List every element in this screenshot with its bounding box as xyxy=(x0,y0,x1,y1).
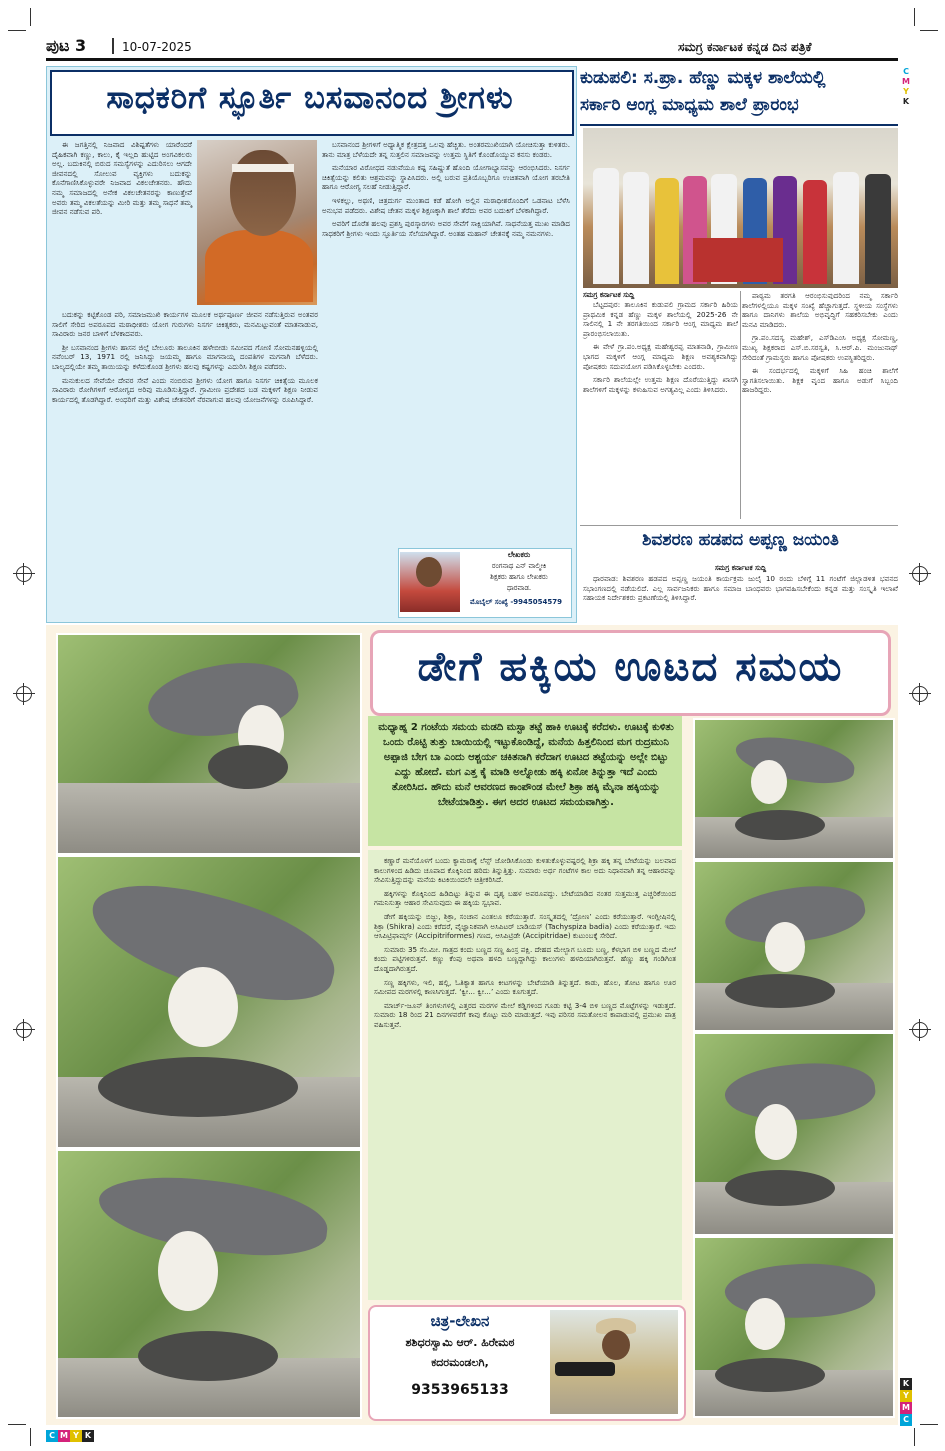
cmyk-y: Y xyxy=(70,1430,82,1442)
cmyk-m: M xyxy=(902,77,910,86)
school-article-title-line1: ಕುಡುಪಲಿ: ಸ.ಪ್ರಾ. ಹೆಣ್ಣು ಮಕ್ಕಳ ಶಾಲೆಯಲ್ಲಿ xyxy=(580,68,826,88)
dateline: ಸಮಗ್ರ ಕರ್ನಾಟಕ ಸುದ್ದಿ xyxy=(714,564,767,572)
page-date: 10-07-2025 xyxy=(122,40,192,54)
newspaper-name: ಸಮಗ್ರ ಕರ್ನಾಟಕ ಕನ್ನಡ ದಿನ ಪತ್ರಿಕೆ xyxy=(678,40,812,54)
paragraph: ಮನೆಯಾರ ವಿರೋಧದ ನಡುವೆಯೂ ಕಷ್ಟ ಸಹಿಷ್ಣುತೆ ಹೊಂದಿ ಯೋಗಾಭ್ಯಾಸವನ್ನು ಆರಂಭಿಸಿದರು. ನಿಸರ್ಗ ಚಿಕಿತ್ಸೆಯನ್ನು ಕಲಿತು ಆಶ್ರಮವನ್ನು ಸ್ಥಾಪಿಸಿದರು. ಅಲ್ಲಿ ಬರುವ ಪ್ರತಿಯೊಬ್ಬರಿಗೂ ಉಚಿತವಾಗಿ ಯೋಗ ತರಬೇತಿ ಹಾಗೂ ಆರೋಗ್ಯ ಸಲಹೆ ನೀಡುತ್ತಿದ್ದಾರೆ. xyxy=(322,163,570,192)
column-divider xyxy=(740,291,741,519)
title-rule xyxy=(580,124,898,126)
dateline: ಸಮಗ್ರ ಕರ್ನಾಟಕ ಸುದ್ದಿ xyxy=(583,291,635,299)
author-mobile: ಮೊಬೈಲ್ ಸಂಖ್ಯೆ -9945054579 xyxy=(470,598,562,606)
header-rule xyxy=(46,58,898,61)
paragraph: ಶ್ರೀ ಬಸವಾನಂದ ಶ್ರೀಗಳು ಹಾಸನ ಜಿಲ್ಲೆ ಬೇಲೂರು ತಾಲೂಕಿನ ಹಳೇಬೀಡು ಸಮೀಪದ ಗೋಣಿ ಸೋಮನಹಳ್ಳಿಯಲ್ಲಿ ನವೆಂಬರ್ 13, 1971 ರಲ್ಲಿ ಜನಿಸಿದ್ದು ಜಯಮ್ಮ ಹಾಗೂ ಮಾಗನಾಯ್ಕ ದಂಪತಿಗಳ ಮಗನಾಗಿ ಬೆಳೆದರು. ಬಾಲ್ಯದಲ್ಲಿಯೇ ತಮ್ಮ ತಾಯಿಯನ್ನು ಕಳೆದುಕೊಂಡ ಶ್ರೀಗಳು ಹಲವು ಕಷ್ಟಗಳನ್ನು ಎದುರಿಸಿ ಶಿಕ್ಷಣ ಪಡೆದರು. xyxy=(52,342,318,371)
registration-mark xyxy=(912,1022,928,1038)
shikra-photo xyxy=(693,1236,895,1418)
author-role: ಲೇಖಕರು xyxy=(507,550,531,559)
cmyk-c: C xyxy=(46,1430,58,1442)
article-title: ಸಾಧಕರಿಗೆ ಸ್ಫೂರ್ತಿ ಬಸವಾನಂದ ಶ್ರೀಗಳು xyxy=(106,80,514,116)
shikra-photo xyxy=(693,718,895,860)
feature-lead: ಮಧ್ಯಾಹ್ನ 2 ಗಂಟೆಯ ಸಮಯ ಮಡದಿ ಮಸ್ಟಾ ತಟ್ಟೆ ಹಾಕಿ ಊಟಕ್ಕೆ ಕರೆದಳು. ಊಟಕ್ಕೆ ಕುಳಿತು ಒಂದು ರೊಟ್ಟಿ ತುತ್ತು ಬಾಯಿಯಲ್ಲಿ ಇಟ್ಟುಕೊಂಡಿದ್ದೆ, ಮನೆಯ ಹಿತ್ತಲಿನಿಂದ ಮಗ ರುದ್ರಮುನಿ ಅಪ್ಪಾಜಿ ಬೇಗ ಬಾ ಎಂದು ಆಶ್ಚರ್ಯ ಚಕಿತನಾಗಿ ಕರೆದಾಗ ಊಟದ ತಟ್ಟೆಯನ್ನು ಅಲ್ಲೇ ಬಿಟ್ಟು ಎದ್ದು ಹೋದೆ. ಮಗ ಎತ್ತ ಕೈ ಮಾಡಿ ಅಲ್ನೋಡು ಹಕ್ಕಿ ಏನೋ ತಿನ್ನುತ್ತಾ ಇದೆ ಎಂದು ತೋರಿಸಿದ. ಹೌದು ಮನೆ ಆವರಣದ ಕಾಂಪೌಂಡ ಮೇಲೆ ಶಿಕ್ರಾ ಹಕ್ಕಿ ಮೈನಾ ಹಕ್ಕಿಯನ್ನು ಬೇಟೆಯಾಡಿತ್ತು. ಈಗ ಅದರ ಊಟದ ಸಮಯವಾಗಿತ್ತು. xyxy=(378,722,674,808)
person-figure xyxy=(593,168,619,284)
paragraph: ಡೇಗೆ ಹಕ್ಕಿಯನ್ನು ಬಿಜ್ಜು, ಶಿಕ್ರಾ, ಸಂಚಾನ ಎಂತಲೂ ಕರೆಯುತ್ತಾರೆ. ಸಂಸ್ಕೃತದಲ್ಲಿ ‘ದ್ರೋಣ’ ಎಂದು ಕರೆಯುತ್ತಾರೆ. ಇಂಗ್ಲೀಷಿನಲ್ಲಿ ಶಿಕ್ರಾ (Shikra) ಎಂದು ಕರೆದರೆ, ವೈಜ್ಞಾನಿಕವಾಗಿ ಅಸಿಪಿಟರ್ ಬಾಡಿಯಸ್ (Tachyspiza badia) ಎಂದು ಕರೆಯುತ್ತಾರೆ. ಇದು ಆಸಿಪಿಟ್ರಿಫಾರ್ಮ್ಸ್ (Accipitriformes) ಗಣದ, ಆಸಿಪಿಟ್ರಿಡೇ (Accipitridae) ಕುಟುಂಬಕ್ಕೆ ಸೇರಿದೆ. xyxy=(374,911,676,941)
paragraph: ಸಣ್ಣ ಹಕ್ಕಿಗಳು, ಇಲಿ, ಹಲ್ಲಿ, ಓತಿಕ್ಯಾತ ಹಾಗೂ ಕೀಟಗಳನ್ನು ಬೇಟೆಯಾಡಿ ತಿನ್ನುತ್ತದೆ. ಕಾಡು, ಹೊಲ, ತೋಟ ಹಾಗೂ ಊರ ಸಮೀಪದ ಮರಗಳಲ್ಲಿ ಕಾಣಸಿಗುತ್ತದೆ. ‘ಕ್ವೀ... ಕ್ವೀ...’ ಎಂದು ಕೂಗುತ್ತದೆ. xyxy=(374,977,676,997)
registration-mark xyxy=(912,686,928,702)
cmyk-c: C xyxy=(903,67,909,76)
paragraph: ಅವರಿಗೆ ದೊರೆತ ಹಲವು ಪ್ರಶಸ್ತಿ ಪುರಸ್ಕಾರಗಳು ಅವರ ಸೇವೆಗೆ ಸಾಕ್ಷಿಯಾಗಿವೆ. ಸಾಧನೆಯತ್ತ ಮುಖ ಮಾಡಿದ ಸಾಧಕರಿಗೆ ಶ್ರೀಗಳು ಇಂದು ಸ್ಫೂರ್ತಿಯ ಸೆಲೆಯಾಗಿದ್ದಾರೆ. ಅಂತಹ ಮಹಾನ್ ಚೇತನಕ್ಕೆ ನಮ್ಮ ನಮನಗಳು. xyxy=(322,219,570,238)
header-separator xyxy=(112,38,114,54)
feature-title: ಡೇಗೆ ಹಕ್ಕಿಯ ಊಟದ ಸಮಯ xyxy=(417,644,844,690)
cmyk-y: Y xyxy=(903,87,909,96)
page-number: ಪುಟ 3 xyxy=(46,36,87,55)
crop-mark xyxy=(920,30,938,31)
paragraph: ಧಾರವಾಡ: ಶಿವಶರಣ ಹಡಪದ ಅಪ್ಪಣ್ಣ ಜಯಂತಿ ಕಾರ್ಯಕ್ರಮ ಜುಲೈ 10 ರಂದು ಬೆಳಿಗ್ಗೆ 11 ಗಂಟೆಗೆ ಜಿಲ್ಲಾಡಳಿತ ಭವನದ ಸಭಾಂಗಣದಲ್ಲಿ ನಡೆಯಲಿದೆ. ಎಲ್ಲ ಸಾರ್ವಜನಿಕರು ಹಾಗೂ ಸಮಾಜ ಬಾಂಧವರು ಭಾಗವಹಿಸಬೇಕೆಂದು ಕನ್ನಡ ಮತ್ತು ಸಂಸ್ಕೃತಿ ಇಲಾಖೆ ಸಹಾಯಕ ನಿರ್ದೇಶಕರು ಪ್ರಕಟಣೆಯಲ್ಲಿ ತಿಳಿಸಿದ್ದಾರೆ. xyxy=(583,574,898,603)
crop-mark xyxy=(914,8,915,26)
paragraph: ಈ ಸಂದರ್ಭದಲ್ಲಿ ಮಕ್ಕಳಿಗೆ ಸಿಹಿ ಹಂಚಿ ಶಾಲೆಗೆ ಸ್ವಾಗತಿಸಲಾಯಿತು. ಶಿಕ್ಷಕ ವೃಂದ ಹಾಗೂ ಅಡುಗೆ ಸಿಬ್ಬಂದಿ ಹಾಜರಿದ್ದರು. xyxy=(742,366,898,395)
school-article-column-2 xyxy=(742,291,898,519)
swami-robe xyxy=(205,230,313,302)
person-figure xyxy=(833,172,859,284)
paragraph: ಮಾರ್ಚ್-ಜೂನ್ ತಿಂಗಳುಗಳಲ್ಲಿ ಎತ್ತರದ ಮರಗಳ ಮೇಲೆ ಕಡ್ಡಿಗಳಿಂದ ಗೂಡು ಕಟ್ಟಿ 3-4 ಬಿಳಿ ಬಣ್ಣದ ಮೊಟ್ಟೆಗಳನ್ನು ಇಡುತ್ತದೆ. ಸುಮಾರು 18 ರಿಂದ 21 ದಿನಗಳವರೆಗೆ ಕಾವು ಕೊಟ್ಟು ಮರಿ ಮಾಡುತ್ತದೆ. ಇವು ಪರಿಸರ ಸಮತೋಲನ ಕಾಪಾಡುವಲ್ಲಿ ಪ್ರಮುಖ ಪಾತ್ರ ವಹಿಸುತ್ತವೆ. xyxy=(374,1000,676,1029)
photographer-phone: 9353965133 xyxy=(411,1382,509,1398)
shikra-photo xyxy=(693,1032,895,1236)
person-figure xyxy=(803,180,827,284)
paragraph: ಪಾಠ್ಯಮ ತರಗತಿ ಆರಂಭಿಸುವುದರಿಂದ ನಮ್ಮ ಸರ್ಕಾರಿ ಶಾಲೆಗಳಲ್ಲಿಯೂ ಮಕ್ಕಳ ಸಂಖ್ಯೆ ಹೆಚ್ಚಾಗುತ್ತದೆ. ಸ್ಥಳೀಯ ಸಂಸ್ಥೆಗಳು ಹಾಗೂ ದಾನಿಗಳು ಶಾಲೆಯ ಅಭಿವೃದ್ಧಿಗೆ ಸಹಕರಿಸಬೇಕು ಎಂದು ಮನವಿ ಮಾಡಿದರು. xyxy=(742,291,898,329)
paragraph: ಬಸವಾನಂದ ಶ್ರೀಗಳಿಗೆ ಅಧ್ಯಾತ್ಮಿಕ ಕ್ಷೇತ್ರದತ್ತ ಒಲವು ಹೆಚ್ಚಿತು. ಅಂತರಮುಖಿಯಾಗಿ ಯೋಚಿಸುತ್ತಾ ಕುಳಿತರು. ತಾನು ಮಾತ್ರ ಬೆಳೆಯದೇ ತನ್ನ ಸುತ್ತಲಿನ ಸಮಾಜವನ್ನು ಉತ್ತಮ ಸ್ಥಿತಿಗೆ ಕೊಂಡೊಯ್ಯುವ ಕನಸು ಕಂಡರು. xyxy=(322,140,570,159)
photographer-place: ಕದರಮಂಡಲಗಿ, xyxy=(431,1356,489,1369)
cmyk-k: K xyxy=(82,1430,94,1442)
shikra-photo xyxy=(56,633,362,855)
school-event-photo xyxy=(583,128,898,288)
cmyk-c: C xyxy=(900,1414,912,1426)
shikra-photo xyxy=(693,860,895,1032)
photographer-face xyxy=(602,1330,630,1360)
author-name: ರಂಗನಾಥ ಎನ್ ವಾಲ್ಮೀಕಿ xyxy=(491,562,547,570)
article-column-2 xyxy=(322,140,570,540)
article-column-1 xyxy=(52,310,318,615)
paragraph: ಈ ಜಗತ್ತಿನಲ್ಲಿ ನಿಜವಾದ ವಿಶಿಷ್ಟತೆಗಳು ಯಾರೆಂದರೆ ದೈಹಿಕವಾಗಿ ಕಣ್ಣು, ಕಾಲು, ಕೈ ಇಲ್ಲದಿ ಹುಟ್ಟಿದ ಅಂಗವಿಕಲರು ಅಲ್ಲ. ಬದುಕಿನಲ್ಲಿ ಬಿರುದ ಸಮಸ್ಯೆಗಳನ್ನು ಎದುರಿಸಲು ಆಗದೇ ಜೀವನದಲ್ಲಿ ಸೋಲುವ ವ್ಯಕ್ತಿಗಳು ಬದುಕನ್ನು ಕೊನೆಗಾಣಿಸಿಕೊಳ್ಳುವರೇ ನಿಜವಾದ ವಿಕಲಚೇತನರು. ಹೌದು ನಮ್ಮ ಸಮಾಜದಲ್ಲಿ ಅನೇಕ ವಿಕಲಚೇತನರನ್ನು ಕಾಣುತ್ತೇವೆ ಅವರು ತಮ್ಮ ವಿಕಲತೆಯನ್ನು ಮೀರಿ ಮತ್ತು ತಮ್ಮ ಸಾಧನೆ ತಮ್ಮ ಜೀವನ ನಡೆಸುವ ಪರಿ. xyxy=(52,140,192,217)
paragraph: ಕಣ್ಣಾರೆ ಮನೆಯೊಳಗೆ ಬಂದು ಕ್ಯಾಮರಾಕ್ಕೆ ಲೆನ್ಸ್ ಜೋಡಿಸಿಕೊಂಡು ಕುಳಿತುಕೊಳ್ಳುವಷ್ಟರಲ್ಲಿ ಶಿಕ್ರಾ ಹಕ್ಕಿ ತನ್ನ ಬೇಟೆಯನ್ನು ಬಲವಾದ ಕಾಲುಗಳಿಂದ ಹಿಡಿದು ಚೂಪಾದ ಕೊಕ್ಕಿನಿಂದ ಹರಿದು ತಿನ್ನುತ್ತಿತ್ತು. ಸುಮಾರು ಅರ್ಧ ಗಂಟೆಗಳ ಕಾಲ ಅದು ನಿಧಾನವಾಗಿ ತನ್ನ ಆಹಾರವನ್ನು ಸೇವಿಸುತ್ತಿದ್ದುದನ್ನು ಮನೆಯ ಕಿಟಕಿಯಿಂದಲೇ ಚಿತ್ರೀಕರಿಸಿದೆ. xyxy=(374,856,676,885)
registration-mark xyxy=(912,566,928,582)
swami-face xyxy=(230,150,296,236)
cmyk-m: M xyxy=(58,1430,70,1442)
crop-mark xyxy=(920,1424,938,1425)
paragraph: ಬೆಟ್ಟದಪುರ: ತಾಲೂಕಿನ ಕುಡುಪಲಿ ಗ್ರಾಮದ ಸರ್ಕಾರಿ ಹಿರಿಯ ಪ್ರಾಥಮಿಕ ಕನ್ನಡ ಹೆಣ್ಣು ಮಕ್ಕಳ ಶಾಲೆಯಲ್ಲಿ 2025-26 ನೇ ಸಾಲಿನಲ್ಲಿ 1 ನೇ ತರಗತಿಯಿಂದ ಸರ್ಕಾರಿ ಆಂಗ್ಲ ಮಾಧ್ಯಮ ಶಾಲೆ ಪ್ರಾರಂಭಿಸಲಾಯಿತು. xyxy=(583,300,738,338)
crop-mark xyxy=(30,8,31,26)
author-city: ಧಾರವಾಡ. xyxy=(506,584,532,592)
vibhuti-mark xyxy=(232,164,294,172)
registration-mark xyxy=(16,566,32,582)
article-intro xyxy=(52,140,192,308)
feature-body xyxy=(374,856,676,1300)
author-designation: ಶಿಕ್ಷಕರು ಹಾಗೂ ಲೇಖಕರು xyxy=(490,573,548,581)
paragraph: ಈ ವೇಳೆ ಗ್ರಾ.ಪಂ.ಅಧ್ಯಕ್ಷ ಮಹೇಶ್ವರಪ್ಪ ಮಾತನಾಡಿ, ಗ್ರಾಮೀಣ ಭಾಗದ ಮಕ್ಕಳಿಗೆ ಆಂಗ್ಲ ಮಾಧ್ಯಮ ಶಿಕ್ಷಣ ಅವಶ್ಯಕವಾಗಿದ್ದು ಪೋಷಕರು ಸದುಪಯೋಗ ಪಡಿಸಿಕೊಳ್ಳಬೇಕು ಎಂದರು. xyxy=(583,342,738,371)
person-figure xyxy=(623,172,649,284)
school-article-title-line2: ಸರ್ಕಾರಿ ಆಂಗ್ಲ ಮಾಧ್ಯಮ ಶಾಲೆ ಪ್ರಾರಂಭ xyxy=(580,95,799,115)
cmyk-k: K xyxy=(900,1378,912,1390)
registration-mark xyxy=(16,686,32,702)
author-head xyxy=(416,557,442,587)
photographer-name: ಶಶಿಧರಸ್ವಾಮಿ ಆರ್. ಹಿರೇಮಠ xyxy=(405,1336,515,1349)
camera-icon xyxy=(555,1362,615,1376)
jayanti-body xyxy=(583,574,898,624)
paragraph: ಹಕ್ಕಿಗಳನ್ನು ಕೊಕ್ಕಿನಿಂದ ಹಿಡಿದಿಟ್ಟು ತಿನ್ನುವ ಈ ದೃಶ್ಯ ಬಹಳ ಅಪರೂಪದ್ದು. ಬೇಟೆಯಾಡಿದ ನಂತರ ಸುತ್ತಮುತ್ತ ಎಚ್ಚರಿಕೆಯಿಂದ ಗಮನಿಸುತ್ತಾ ಆಹಾರ ಸೇವಿಸುವುದು ಈ ಹಕ್ಕಿಯ ಸ್ವಭಾವ. xyxy=(374,888,676,908)
crop-mark xyxy=(30,1428,31,1446)
school-article-column-1 xyxy=(583,300,738,518)
paragraph: ಮನುಕುಲದ ಸೇವೆಯೇ ದೇವರ ಸೇವೆ ಎಂದು ನಂಬಿರುವ ಶ್ರೀಗಳು ಯೋಗ ಹಾಗೂ ನಿಸರ್ಗ ಚಿಕಿತ್ಸೆಯ ಮೂಲಕ ಸಾವಿರಾರು ರೋಗಿಗಳಿಗೆ ಆರೋಗ್ಯದ ಅರಿವು ಮೂಡಿಸುತ್ತಿದ್ದಾರೆ. ಗ್ರಾಮೀಣ ಪ್ರದೇಶದ ಬಡ ಮಕ್ಕಳಿಗೆ ಶಿಕ್ಷಣ ನೀಡುವ ಕಾರ್ಯದಲ್ಲಿ ತೊಡಗಿದ್ದಾರೆ. ಅಂಧರಿಗೆ ಮತ್ತು ವಿಶೇಷ ಚೇತನರಿಗೆ ನೆರವಾಗುವ ಹಲವು ಯೋಜನೆಗಳನ್ನು ರೂಪಿಸಿದ್ದಾರೆ. xyxy=(52,375,318,404)
shikra-photo xyxy=(56,855,362,1149)
paragraph: ಸುಮಾರು 35 ಸೆಂ.ಮೀ. ಗಾತ್ರದ ಕಂದು ಬಣ್ಣದ ಸಣ್ಣ ಹಿಂಸ್ರ ಪಕ್ಷಿ. ದೇಹದ ಮೇಲ್ಭಾಗ ಬೂದು ಬಣ್ಣ, ಕೆಳಭಾಗ ಬಿಳಿ ಬಣ್ಣದ ಮೇಲೆ ಕಂದು ಪಟ್ಟಿಗಳಿರುತ್ತವೆ. ಕಣ್ಣು ಕೆಂಪು ಅಥವಾ ಹಳದಿ ಬಣ್ಣದ್ದಾಗಿದ್ದು ಕಾಲುಗಳು ಹಳದಿಯಾಗಿರುತ್ತವೆ. ಹೆಣ್ಣು ಹಕ್ಕಿ ಗಂಡಿಗಿಂತ ದೊಡ್ಡದಾಗಿರುತ್ತದೆ. xyxy=(374,944,676,973)
crop-mark xyxy=(8,1424,26,1425)
registration-mark xyxy=(16,1022,32,1038)
paragraph: ಸರ್ಕಾರಿ ಶಾಲೆಯಲ್ಲೇ ಉತ್ತಮ ಶಿಕ್ಷಣ ದೊರೆಯುತ್ತಿದ್ದು ಖಾಸಗಿ ಶಾಲೆಗಳಿಗೆ ಮಕ್ಕಳನ್ನು ಕಳುಹಿಸುವ ಅಗತ್ಯವಿಲ್ಲ ಎಂದು ತಿಳಿಸಿದರು. xyxy=(583,375,738,394)
paragraph: ಇಳಕಲ್ಲು, ಅಥಣಿ, ಚಿತ್ರದುರ್ಗ ಮುಂತಾದ ಕಡೆ ಹೋಗಿ ಅಲ್ಲಿನ ಮಠಾಧೀಶರೊಂದಿಗೆ ಒಡನಾಟ ಬೆಳೆಸಿ ಅನುಭವ ಪಡೆದರು. ವಿಶೇಷ ಚೇತನ ಮಕ್ಕಳ ಶಿಕ್ಷಣಕ್ಕಾಗಿ ಶಾಲೆ ತೆರೆದು ಅವರ ಬದುಕಿಗೆ ಬೆಳಕಾಗಿದ್ದಾರೆ. xyxy=(322,195,570,215)
section-rule xyxy=(580,525,898,526)
paragraph: ಬದುಕನ್ನು ಕಟ್ಟಿಕೊಂಡ ಪರಿ, ಸಮಾಜಮುಖಿ ಕಾರ್ಯಗಳ ಮೂಲಕ ಅರ್ಥಪೂರ್ಣ ಜೀವನ ನಡೆಸುತ್ತಿರುವ ಅಂತವರ ಸಾಲಿಗೆ ಸೇರಿದ ಅಪರೂಪದ ಮಠಾಧೀಶರು ಯೋಗ ಗುರುಗಳು ನಿಸರ್ಗ ಚಿಕಿತ್ಸಕರು, ಮನಮಿಟ್ಟುವಂತೆ ಮಾತನಾಡುವ, ಸಾವಿರಾರು ಜನರ ಬಾಳಿಗೆ ಬೆಳಕಾದವರು. xyxy=(52,310,318,339)
crop-mark xyxy=(914,1428,915,1446)
table-cloth xyxy=(693,238,783,282)
shikra-photo xyxy=(56,1149,362,1419)
jayanti-title: ಶಿವಶರಣ ಹಡಪದ ಅಪ್ಪಣ್ಣ ಜಯಂತಿ xyxy=(642,530,839,550)
photographer-heading: ಚಿತ್ರ-ಲೇಖನ xyxy=(430,1312,490,1330)
cmyk-y: Y xyxy=(900,1390,912,1402)
paragraph: ಗ್ರಾ.ಪಂ.ಸದಸ್ಯ ಮಹೇಶ್, ಎಸ್‌ಡಿಎಂಸಿ ಅಧ್ಯಕ್ಷ ಸೋಮಣ್ಣ, ಮುಖ್ಯ ಶಿಕ್ಷಕರಾದ ಎಸ್.ಬಿ.ಸರಸ್ವತಿ, ಸಿ.ಆರ್.ಪಿ. ಮಂಜುನಾಥ್ ಸೇರಿದಂತೆ ಗ್ರಾಮಸ್ಥರು ಹಾಗೂ ಪೋಷಕರು ಉಪಸ್ಥಿತರಿದ್ದರು. xyxy=(742,333,898,362)
crop-mark xyxy=(8,30,26,31)
cmyk-k: K xyxy=(902,97,910,106)
person-figure xyxy=(865,174,891,284)
person-figure xyxy=(655,178,679,284)
cmyk-m: M xyxy=(900,1402,912,1414)
